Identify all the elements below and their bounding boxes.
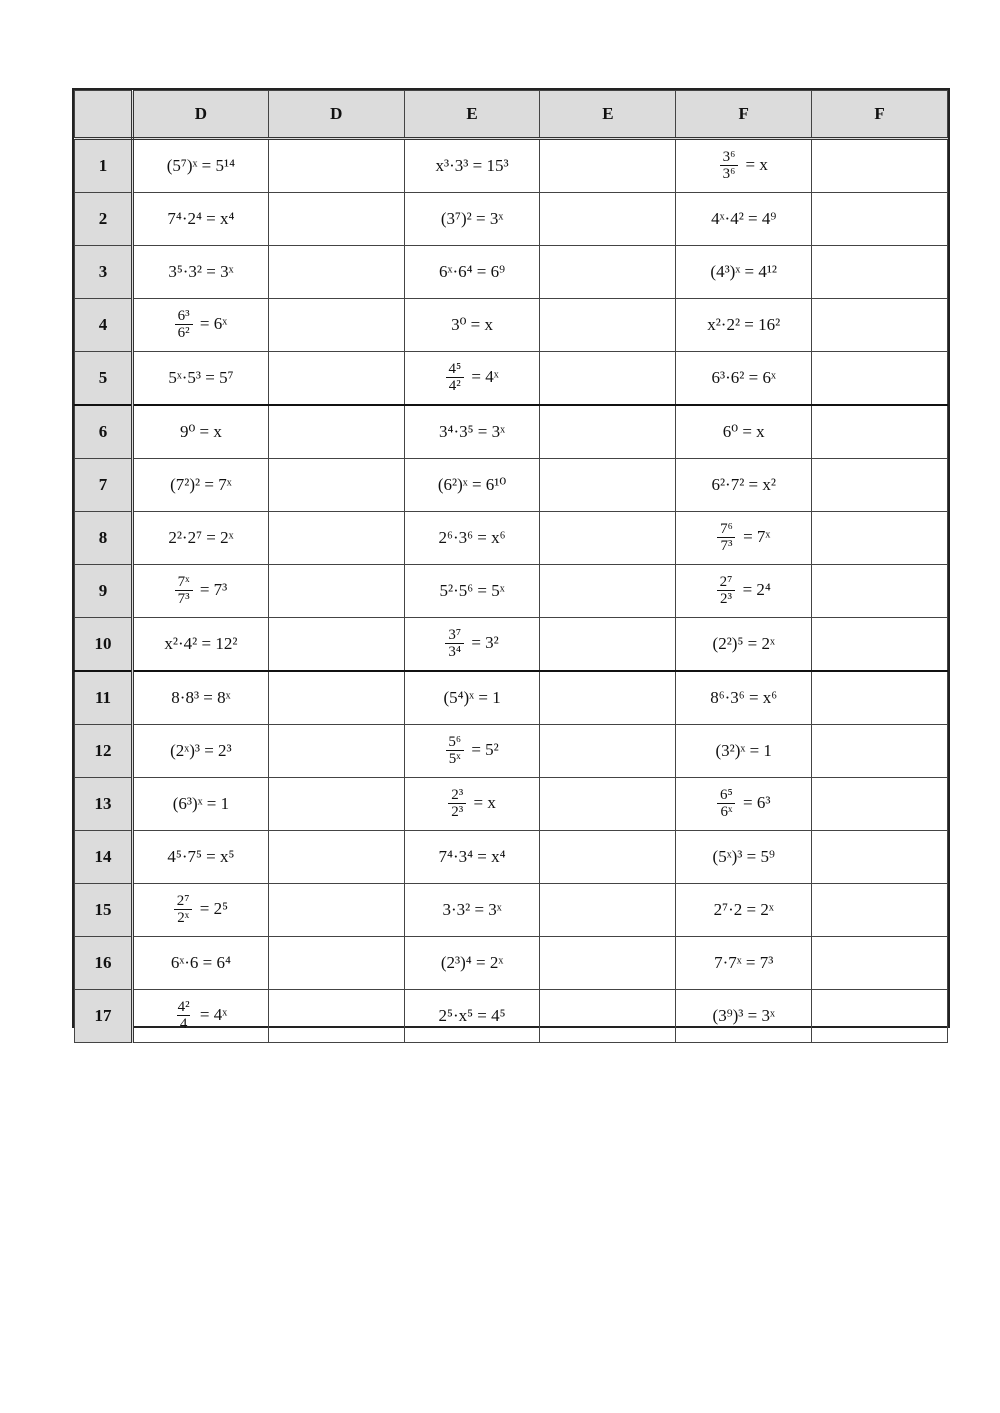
equation-rhs: = 6ˣ <box>195 313 228 333</box>
problem-e-cell <box>404 352 540 406</box>
table-row <box>75 139 948 193</box>
denominator: 7³ <box>717 537 735 554</box>
problem-f-cell <box>676 618 812 672</box>
row-number-label: 14 <box>94 847 112 866</box>
equation-rhs: = 4ˣ <box>467 366 499 386</box>
row-number-cell <box>75 618 133 672</box>
problem-d-cell <box>133 139 269 193</box>
problem-f-cell <box>676 459 812 512</box>
problem-e-cell <box>404 246 540 299</box>
answer-f-cell[interactable] <box>812 884 948 937</box>
equation: (3²)ˣ = 1 <box>715 741 772 760</box>
problem-d-cell <box>133 618 269 672</box>
problem-f-cell <box>676 246 812 299</box>
problem-f-cell <box>676 193 812 246</box>
fraction <box>445 628 464 660</box>
equation: 2⁶·3⁶ = x⁶ <box>438 528 506 547</box>
fraction <box>445 735 464 767</box>
equation <box>445 362 498 394</box>
equation: 6²·7² = x² <box>711 475 776 494</box>
row-number-cell <box>75 937 133 990</box>
denominator: 2ˣ <box>174 909 192 926</box>
answer-e-cell[interactable] <box>540 299 676 352</box>
row-number-label: 13 <box>94 794 112 813</box>
row-number-label: 7 <box>98 475 108 494</box>
equation: (3⁹)³ = 3ˣ <box>712 1006 775 1025</box>
equation <box>175 575 228 607</box>
row-number-label: 5 <box>98 368 108 387</box>
problem-f-cell <box>676 778 812 831</box>
equation <box>720 150 768 182</box>
answer-d-cell[interactable] <box>268 884 404 937</box>
problem-f-cell <box>676 671 812 725</box>
answer-e-cell[interactable] <box>540 352 676 406</box>
problem-d-cell <box>133 671 269 725</box>
worksheet-table <box>72 88 950 1032</box>
numerator: 4⁵ <box>448 361 462 377</box>
answer-e-cell[interactable] <box>540 990 676 1043</box>
answer-d-cell[interactable] <box>268 725 404 778</box>
problem-d-cell <box>133 459 269 512</box>
equation: 3⁵·3² = 3ˣ <box>168 262 234 281</box>
problem-f-cell <box>676 831 812 884</box>
row-number-cell <box>75 193 133 246</box>
denominator: 5ˣ <box>446 750 464 767</box>
numerator: 3⁷ <box>448 627 462 643</box>
denominator: 7³ <box>175 590 193 607</box>
answer-d-cell[interactable] <box>268 831 404 884</box>
equation: 4⁵·7⁵ = x⁵ <box>167 847 235 866</box>
table-row <box>75 352 948 406</box>
equation: 2⁵·x⁵ = 4⁵ <box>438 1006 506 1025</box>
equation: (6²)ˣ = 6¹⁰ <box>437 475 507 494</box>
header-row <box>75 91 948 139</box>
problem-e-cell <box>404 831 540 884</box>
row-number-label: 12 <box>94 741 112 760</box>
table-row <box>75 299 948 352</box>
equation-rhs: = 2⁴ <box>738 579 771 599</box>
equation <box>174 894 228 926</box>
table-body <box>75 139 948 1043</box>
equation <box>445 735 498 767</box>
row-number-label: 2 <box>98 209 108 228</box>
problem-e-cell <box>404 565 540 618</box>
answer-d-cell[interactable] <box>268 193 404 246</box>
fraction <box>717 575 736 607</box>
equation-rhs: = x <box>741 154 768 174</box>
table-row <box>75 193 948 246</box>
problem-e-cell <box>404 193 540 246</box>
problem-d-cell <box>133 725 269 778</box>
equation <box>448 788 496 820</box>
table-row <box>75 459 948 512</box>
fraction <box>720 150 739 182</box>
row-number-cell <box>75 352 133 406</box>
equation-rhs: = 6³ <box>738 792 771 812</box>
equation: 2²·2⁷ = 2ˣ <box>168 528 234 547</box>
header-f-problem: F <box>676 91 812 139</box>
fraction <box>175 575 193 607</box>
header-e-problem: E <box>404 91 540 139</box>
equation <box>445 628 498 660</box>
answer-f-cell[interactable] <box>812 405 948 459</box>
problem-f-cell <box>676 884 812 937</box>
fraction <box>174 894 193 926</box>
problem-e-cell <box>404 778 540 831</box>
numerator: 4² <box>177 999 190 1015</box>
denominator: 2³ <box>448 803 466 820</box>
answer-e-cell[interactable] <box>540 778 676 831</box>
equation <box>175 1000 228 1032</box>
denominator: 4 <box>177 1015 191 1032</box>
denominator: 3⁴ <box>445 643 464 660</box>
answer-e-cell[interactable] <box>540 937 676 990</box>
equation: 3⁴·3⁵ = 3ˣ <box>439 422 506 441</box>
problem-e-cell <box>404 618 540 672</box>
denominator: 3⁶ <box>720 165 739 182</box>
equation: 7⁴·3⁴ = x⁴ <box>438 847 506 866</box>
row-number-label: 3 <box>98 262 108 281</box>
answer-d-cell[interactable] <box>268 352 404 406</box>
numerator: 2³ <box>451 787 464 803</box>
equation <box>717 788 770 820</box>
numerator: 7⁶ <box>720 521 733 537</box>
row-number-label: 16 <box>94 953 112 972</box>
equation: 8⁶·3⁶ = x⁶ <box>710 688 778 707</box>
row-number-cell <box>75 405 133 459</box>
equation: x³·3³ = 15³ <box>435 156 509 175</box>
problem-e-cell <box>404 937 540 990</box>
answer-e-cell[interactable] <box>540 671 676 725</box>
equation-rhs: = 2⁵ <box>195 898 229 918</box>
answer-e-cell[interactable] <box>540 618 676 672</box>
row-number-label: 1 <box>98 156 108 175</box>
row-number-cell <box>75 884 133 937</box>
row-number-cell <box>75 725 133 778</box>
equation: (2³)⁴ = 2ˣ <box>440 953 504 972</box>
table-row <box>75 671 948 725</box>
equation-rhs: = 7³ <box>195 579 228 599</box>
problem-d-cell <box>133 937 269 990</box>
answer-e-cell[interactable] <box>540 193 676 246</box>
answer-f-cell[interactable] <box>812 512 948 565</box>
equation: (7²)² = 7ˣ <box>170 475 232 494</box>
table-row <box>75 725 948 778</box>
problem-d-cell <box>133 565 269 618</box>
table-row <box>75 990 948 1043</box>
equation: 7·7ˣ = 7³ <box>714 953 774 972</box>
fraction <box>717 522 736 554</box>
row-number-cell <box>75 990 133 1043</box>
answer-f-cell[interactable] <box>812 618 948 672</box>
row-number-label: 8 <box>98 528 108 547</box>
equation: (5⁴)ˣ = 1 <box>443 688 501 707</box>
problem-f-cell <box>676 990 812 1043</box>
answer-f-cell[interactable] <box>812 299 948 352</box>
row-number-label: 17 <box>94 1006 112 1025</box>
fraction <box>717 788 736 820</box>
equation: (6³)ˣ = 1 <box>172 794 230 813</box>
problem-f-cell <box>676 512 812 565</box>
table-row <box>75 937 948 990</box>
denominator: 6² <box>175 324 193 341</box>
row-number-cell <box>75 778 133 831</box>
table-row <box>75 618 948 672</box>
row-number-cell <box>75 299 133 352</box>
problem-e-cell <box>404 725 540 778</box>
problem-d-cell <box>133 405 269 459</box>
fraction <box>448 788 466 820</box>
equation: 5ˣ·5³ = 5⁷ <box>168 368 234 387</box>
problem-d-cell <box>133 246 269 299</box>
row-number-cell <box>75 459 133 512</box>
denominator: 2³ <box>717 590 735 607</box>
numerator: 6³ <box>177 308 190 324</box>
header-f-answer: F <box>812 91 948 139</box>
problem-f-cell <box>676 139 812 193</box>
answer-f-cell[interactable] <box>812 139 948 193</box>
answer-d-cell[interactable] <box>268 990 404 1043</box>
answer-f-cell[interactable] <box>812 990 948 1043</box>
answer-d-cell[interactable] <box>268 405 404 459</box>
problem-d-cell <box>133 352 269 406</box>
answer-f-cell[interactable] <box>812 246 948 299</box>
answer-f-cell[interactable] <box>812 352 948 406</box>
answer-d-cell[interactable] <box>268 618 404 672</box>
equation: 3⁰ = x <box>451 315 494 334</box>
equation: 6ˣ·6⁴ = 6⁹ <box>439 262 506 281</box>
answer-f-cell[interactable] <box>812 725 948 778</box>
row-number-cell <box>75 139 133 193</box>
problem-d-cell <box>133 193 269 246</box>
row-number-cell <box>75 565 133 618</box>
row-number-label: 6 <box>98 422 108 441</box>
exponent-table <box>74 90 948 1043</box>
answer-e-cell[interactable] <box>540 139 676 193</box>
denominator: 6ˣ <box>717 803 735 820</box>
equation: 8·8³ = 8ˣ <box>171 688 231 707</box>
row-number-label: 9 <box>98 581 108 600</box>
equation-rhs: = 4ˣ <box>195 1004 228 1024</box>
equation: (5⁷)ˣ = 5¹⁴ <box>166 156 236 175</box>
answer-f-cell[interactable] <box>812 831 948 884</box>
answer-d-cell[interactable] <box>268 671 404 725</box>
answer-d-cell[interactable] <box>268 565 404 618</box>
problem-d-cell <box>133 778 269 831</box>
answer-d-cell[interactable] <box>268 299 404 352</box>
table-row <box>75 246 948 299</box>
equation: 6ˣ·6 = 6⁴ <box>170 953 231 972</box>
problem-d-cell <box>133 299 269 352</box>
numerator: 3⁶ <box>722 149 736 165</box>
problem-f-cell <box>676 299 812 352</box>
answer-f-cell[interactable] <box>812 778 948 831</box>
problem-d-cell <box>133 831 269 884</box>
equation: (5ˣ)³ = 5⁹ <box>712 847 775 866</box>
equation: x²·4² = 12² <box>164 634 238 653</box>
problem-e-cell <box>404 405 540 459</box>
row-number-cell <box>75 246 133 299</box>
fraction <box>175 309 193 341</box>
denominator: 4² <box>446 377 464 394</box>
problem-d-cell <box>133 990 269 1043</box>
problem-d-cell <box>133 512 269 565</box>
answer-d-cell[interactable] <box>268 512 404 565</box>
equation: (4³)ˣ = 4¹² <box>710 262 778 281</box>
equation: 5²·5⁶ = 5ˣ <box>439 581 505 600</box>
equation-rhs: = 7ˣ <box>738 526 771 546</box>
problem-e-cell <box>404 990 540 1043</box>
answer-f-cell[interactable] <box>812 193 948 246</box>
header-e-answer: E <box>540 91 676 139</box>
table-row <box>75 512 948 565</box>
header-d-problem: D <box>133 91 269 139</box>
row-number-label: 11 <box>94 688 112 707</box>
fraction <box>445 362 464 394</box>
problem-e-cell <box>404 884 540 937</box>
table-row <box>75 778 948 831</box>
row-number-label: 4 <box>98 315 108 334</box>
equation: 6⁰ = x <box>722 422 765 441</box>
row-number-cell <box>75 512 133 565</box>
row-number-cell <box>75 831 133 884</box>
numerator: 6⁵ <box>720 787 733 803</box>
answer-f-cell[interactable] <box>812 937 948 990</box>
answer-d-cell[interactable] <box>268 246 404 299</box>
answer-f-cell[interactable] <box>812 671 948 725</box>
answer-d-cell[interactable] <box>268 937 404 990</box>
numerator: 7ˣ <box>177 574 190 590</box>
answer-e-cell[interactable] <box>540 831 676 884</box>
equation: 9⁰ = x <box>179 422 222 441</box>
answer-e-cell[interactable] <box>540 565 676 618</box>
numerator: 2⁷ <box>719 574 733 590</box>
problem-f-cell <box>676 352 812 406</box>
problem-f-cell <box>676 725 812 778</box>
header-d-answer: D <box>268 91 404 139</box>
table-row <box>75 884 948 937</box>
row-number-label: 10 <box>94 634 112 653</box>
corner-cell <box>75 91 133 139</box>
answer-d-cell[interactable] <box>268 459 404 512</box>
equation: 2⁷·2 = 2ˣ <box>713 900 774 919</box>
fraction <box>175 1000 193 1032</box>
table-row <box>75 565 948 618</box>
answer-f-cell[interactable] <box>812 459 948 512</box>
row-number-label: 15 <box>94 900 112 919</box>
answer-d-cell[interactable] <box>268 778 404 831</box>
table-row <box>75 405 948 459</box>
answer-e-cell[interactable] <box>540 512 676 565</box>
problem-e-cell <box>404 512 540 565</box>
numerator: 5⁶ <box>448 734 462 750</box>
table-row <box>75 831 948 884</box>
problem-e-cell <box>404 299 540 352</box>
equation-rhs: = x <box>469 792 496 812</box>
equation: 7⁴·2⁴ = x⁴ <box>167 209 235 228</box>
equation: (3⁷)² = 3ˣ <box>440 209 504 228</box>
equation: (2²)⁵ = 2ˣ <box>712 634 775 653</box>
equation: 4ˣ·4² = 4⁹ <box>711 209 777 228</box>
answer-e-cell[interactable] <box>540 884 676 937</box>
equation <box>717 522 770 554</box>
problem-f-cell <box>676 937 812 990</box>
equation: x²·2² = 16² <box>707 315 781 334</box>
answer-e-cell[interactable] <box>540 459 676 512</box>
answer-f-cell[interactable] <box>812 565 948 618</box>
problem-f-cell <box>676 565 812 618</box>
equation-rhs: = 3² <box>467 632 499 652</box>
problem-d-cell <box>133 884 269 937</box>
equation: 6³·6² = 6ˣ <box>711 368 776 387</box>
equation: (2ˣ)³ = 2³ <box>170 741 232 760</box>
numerator: 2⁷ <box>176 893 190 909</box>
problem-e-cell <box>404 139 540 193</box>
problem-f-cell <box>676 405 812 459</box>
equation: 3·3² = 3ˣ <box>442 900 502 919</box>
equation <box>717 575 771 607</box>
equation <box>175 309 228 341</box>
answer-e-cell[interactable] <box>540 725 676 778</box>
problem-e-cell <box>404 459 540 512</box>
problem-e-cell <box>404 671 540 725</box>
answer-d-cell[interactable] <box>268 139 404 193</box>
equation-rhs: = 5² <box>467 739 499 759</box>
row-number-cell <box>75 671 133 725</box>
answer-e-cell[interactable] <box>540 246 676 299</box>
answer-e-cell[interactable] <box>540 405 676 459</box>
